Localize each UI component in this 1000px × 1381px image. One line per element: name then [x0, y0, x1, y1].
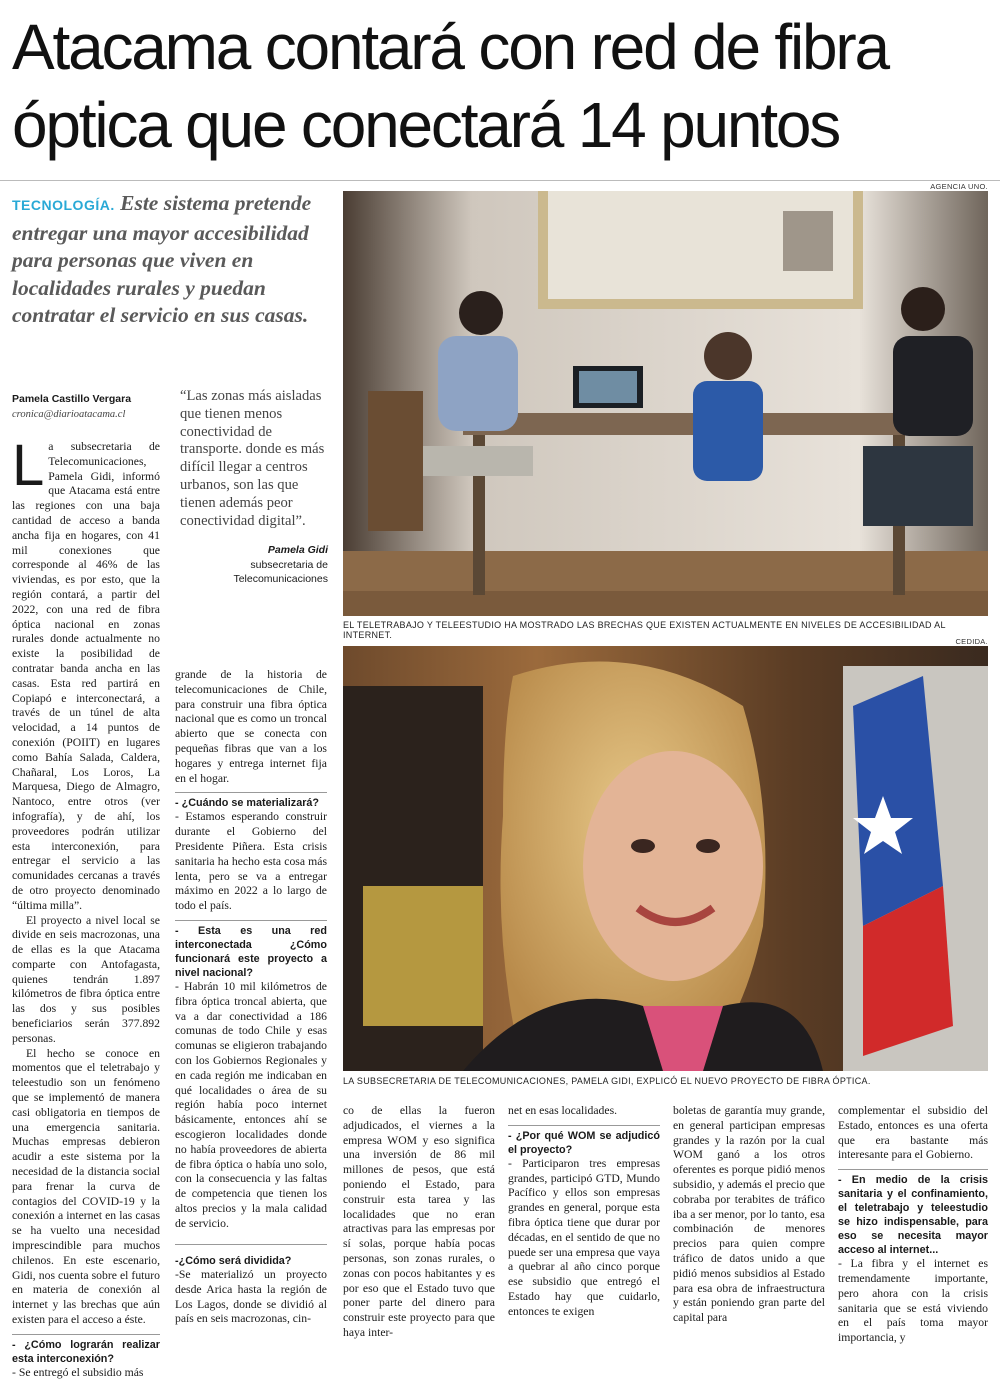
byline [12, 392, 172, 422]
photo-caption-2: LA SUBSECRETARIA DE TELECOMUNICACIONES, PAMELA GIDI, EXPLICÓ EL NUEVO PROYECTO DE FIBRA ÓPTICA. [343, 1076, 871, 1086]
article-column-2-end [175, 1248, 327, 1340]
question-divider [12, 1334, 160, 1335]
question-divider [175, 792, 327, 793]
quote-author: Pamela Gidi [267, 544, 328, 556]
question-divider [508, 1125, 660, 1126]
headline: Atacama contará con red de fibra óptica que conectará 14 puntos [12, 11, 888, 161]
question-divider [175, 1244, 327, 1245]
interview-question: -¿Cómo será dividida? [175, 1255, 292, 1267]
paragraph: - La fibra y el internet es tremendamente importante, pero ahora con la crisis sanitaria que se está viviendo en el país toma mayor importancia, y [838, 1257, 988, 1345]
photo-credit-2: CEDIDA. [955, 637, 988, 646]
paragraph: - Participaron tres empresas grandes, participó GTD, Mundo Pacífico y ellos son empresas grandes en general, porque esta fibra óptica tiene que durar por décadas, en el sentido de que no puede ser una empresa que vaya a quebrar al año cinco porque ese subsidio que entregó el Estado hay que cuidarlo, entonces te exigen [508, 1156, 660, 1318]
divider [0, 180, 1000, 181]
interview-question: - Esta es una red interconectada ¿Cómo funcionará este proyecto a nivel nacional? [175, 924, 327, 979]
interview-question: - ¿Cómo lograrán realizar esta interconexión? [12, 1338, 160, 1365]
paragraph: - Habrán 10 mil kilómetros de fibra óptica troncal abierta, que va a dar conectividad a 186 comunas de todo Chile y esas comunas se eligieron trabajando con los Gobiernos Regionales y en cada región me indicaban en qué localidades o área de su región había poco internet básicamente, entonces ahí se escogieron localidades donde no había proveedores de abierta de fibra óptica o había uno solo, con la consecuencia y las faltas de competencia que tienen los altos precios y la mala calidad de servicio. [175, 979, 327, 1230]
paragraph: - Se entregó el subsidio más [12, 1365, 144, 1379]
paragraph: El proyecto a nivel local se divide en seis macrozonas, una de ellas es la que Atacama comparte con Antofagasta, quienes tendrán 1.897 kilómetros de fibra óptica entre las dos y sus posibles beneficiarios serán 377.892 personas. [12, 913, 160, 1045]
author-email: cronica@diarioatacama.cl [12, 409, 126, 420]
photo-caption: EL TELETRABAJO Y TELEESTUDIO HA MOSTRADO LAS BRECHAS QUE EXISTEN ACTUALMENTE EN NIVELES DE ACCESIBILIDAD AL INTERNET. [343, 620, 946, 640]
lead-paragraph [12, 190, 328, 330]
paragraph: co de ellas la fueron adjudicados, el viernes a la empresa WOM y eso significa una inversión de 86 mil millones de pesos, que está poniendo el Estado, para construir esta tarea y las localidades que no eran atractivas para las empresas por sí solas, porque había pocas personas, son zonas rurales, o zonas con pocos habitantes y es por eso que el Estado tuvo que poner parte del dinero para construir este proyecto para que haya inter- [343, 1104, 495, 1339]
paragraph: - Estamos esperando construir durante el Gobierno del Presidente Piñera. Esta crisis sanitaria ha hecho esta cosa más lenta, pero se va a entregar máximo en 2022 a lo largo de todo el país. [175, 810, 327, 913]
quote-attribution [180, 543, 328, 587]
section-tag: TECNOLOGÍA. [12, 197, 115, 213]
article-column-1 [12, 433, 160, 1379]
article-column-3 [343, 1104, 495, 1340]
quote-role: subsecretaria de Telecomunicaciones [233, 558, 328, 585]
interview-question: - ¿Cuándo se materializará? [175, 797, 319, 810]
question-divider [838, 1169, 988, 1170]
question-divider [175, 920, 327, 921]
paragraph: El hecho se conoce en momentos que el teletrabajo y teleestudio son un fenómeno que se implementó de manera casi obligatoria en tiempos de una emergencia sanitaria. Muchas empresas debieron acudir a este sistema por la necesidad de la distancia social para frenar la curva de contagios del COVID-19 y la conexión a internet en las casas se ha vuelto una necesidad imprescindible para muchos chilenos. En este escenario, Gidi, nos cuenta sobre el futuro en materia de conexión al internet y las brechas que aún existen para el acceso a éste. [12, 1046, 160, 1327]
paragraph: net en esas localidades. [508, 1104, 618, 1117]
portrait-photo [343, 646, 988, 1071]
interview-question: - En medio de la crisis sanitaria y el confinamiento, el teletrabajo y teleestudio se hizo indispensable, para eso se necesita mayor acceso al internet... [838, 1174, 988, 1257]
family-photo [343, 191, 988, 616]
pull-quote: “Las zonas más aisladas que tienen menos conectividad de transporte. donde es más difícil llegar a centros urbanos, son las que tienen además peor conectividad digital”. [180, 388, 325, 529]
article-column-2 [175, 668, 327, 1230]
paragraph: complementar el subsidio del Estado, entonces es una oferta que era bastante más interesante para el Gobierno. [838, 1104, 988, 1162]
paragraph: boletas de garantía muy grande, en general participan empresas grandes y la razón por la cual WOM ganó a los otros oferentes es porque pidió menos subsidio, y además el precio que cobraba por terabites de tráfico iba a ser menor, por lo tanto, esa combinación de menores precios para quien compre tráfico de datos unido a que pidió menos subsidios al Estado para esa obra de infraestructura y están poniendo gran parte del capital para [673, 1104, 825, 1325]
article-column-5 [673, 1104, 825, 1340]
paragraph: grande de la historia de telecomunicaciones de Chile, para construir una fibra óptica nacional que es como un troncal abierto que se conecta con pequeñas fibras que van a los hogares y entrega internet fija en el hogar. [175, 668, 327, 785]
article-column-6 [838, 1104, 988, 1345]
interview-question: - ¿Por qué WOM se adjudicó el proyecto? [508, 1129, 660, 1156]
author-name: Pamela Castillo Vergara [12, 393, 132, 405]
paragraph: -Se materializó un proyecto desde Arica hasta la región de Los Lagos, donde se dividió al país en seis macrozonas, cin- [175, 1268, 327, 1326]
paragraph: a subsecretaria de Telecomunicaciones, Pamela Gidi, informó que Atacama está entre las regiones con una baja cantidad de acceso a banda ancha fija en hogares, con 41 mil conexiones que corresponde al 46% de las viviendas, es por esto, que la región contará, a partir del 2022, con una red de fibra óptica nacional en zonas rurales donde actualmente no existe la posibilidad de contratar banda ancha en las casas. Esta red partirá en Copiapó e interconectará, a través de un túnel de alta velocidad, a 14 puntos de conexión (POIIT) en lugares como Bahía Salada, Caldera, Chañaral, Los Loros, La Marquesa, Diego de Almagro, Nantoco, entre otros (ver infografía), y de ahí, los proveedores podrán utilizar esta interconexión, para entregar el servicio a las comunidades cercanas a través de otro proyecto denominado “última milla”. [12, 440, 160, 912]
drop-cap: L [12, 433, 45, 498]
article-column-4 [508, 1104, 660, 1340]
lead-text: Este sistema pretende entregar una mayor accesibilidad para personas que viven en localidades rurales y puedan contratar el servicio en sus casas. [12, 191, 312, 328]
photo-credit: AGENCIA UNO. [930, 182, 988, 191]
